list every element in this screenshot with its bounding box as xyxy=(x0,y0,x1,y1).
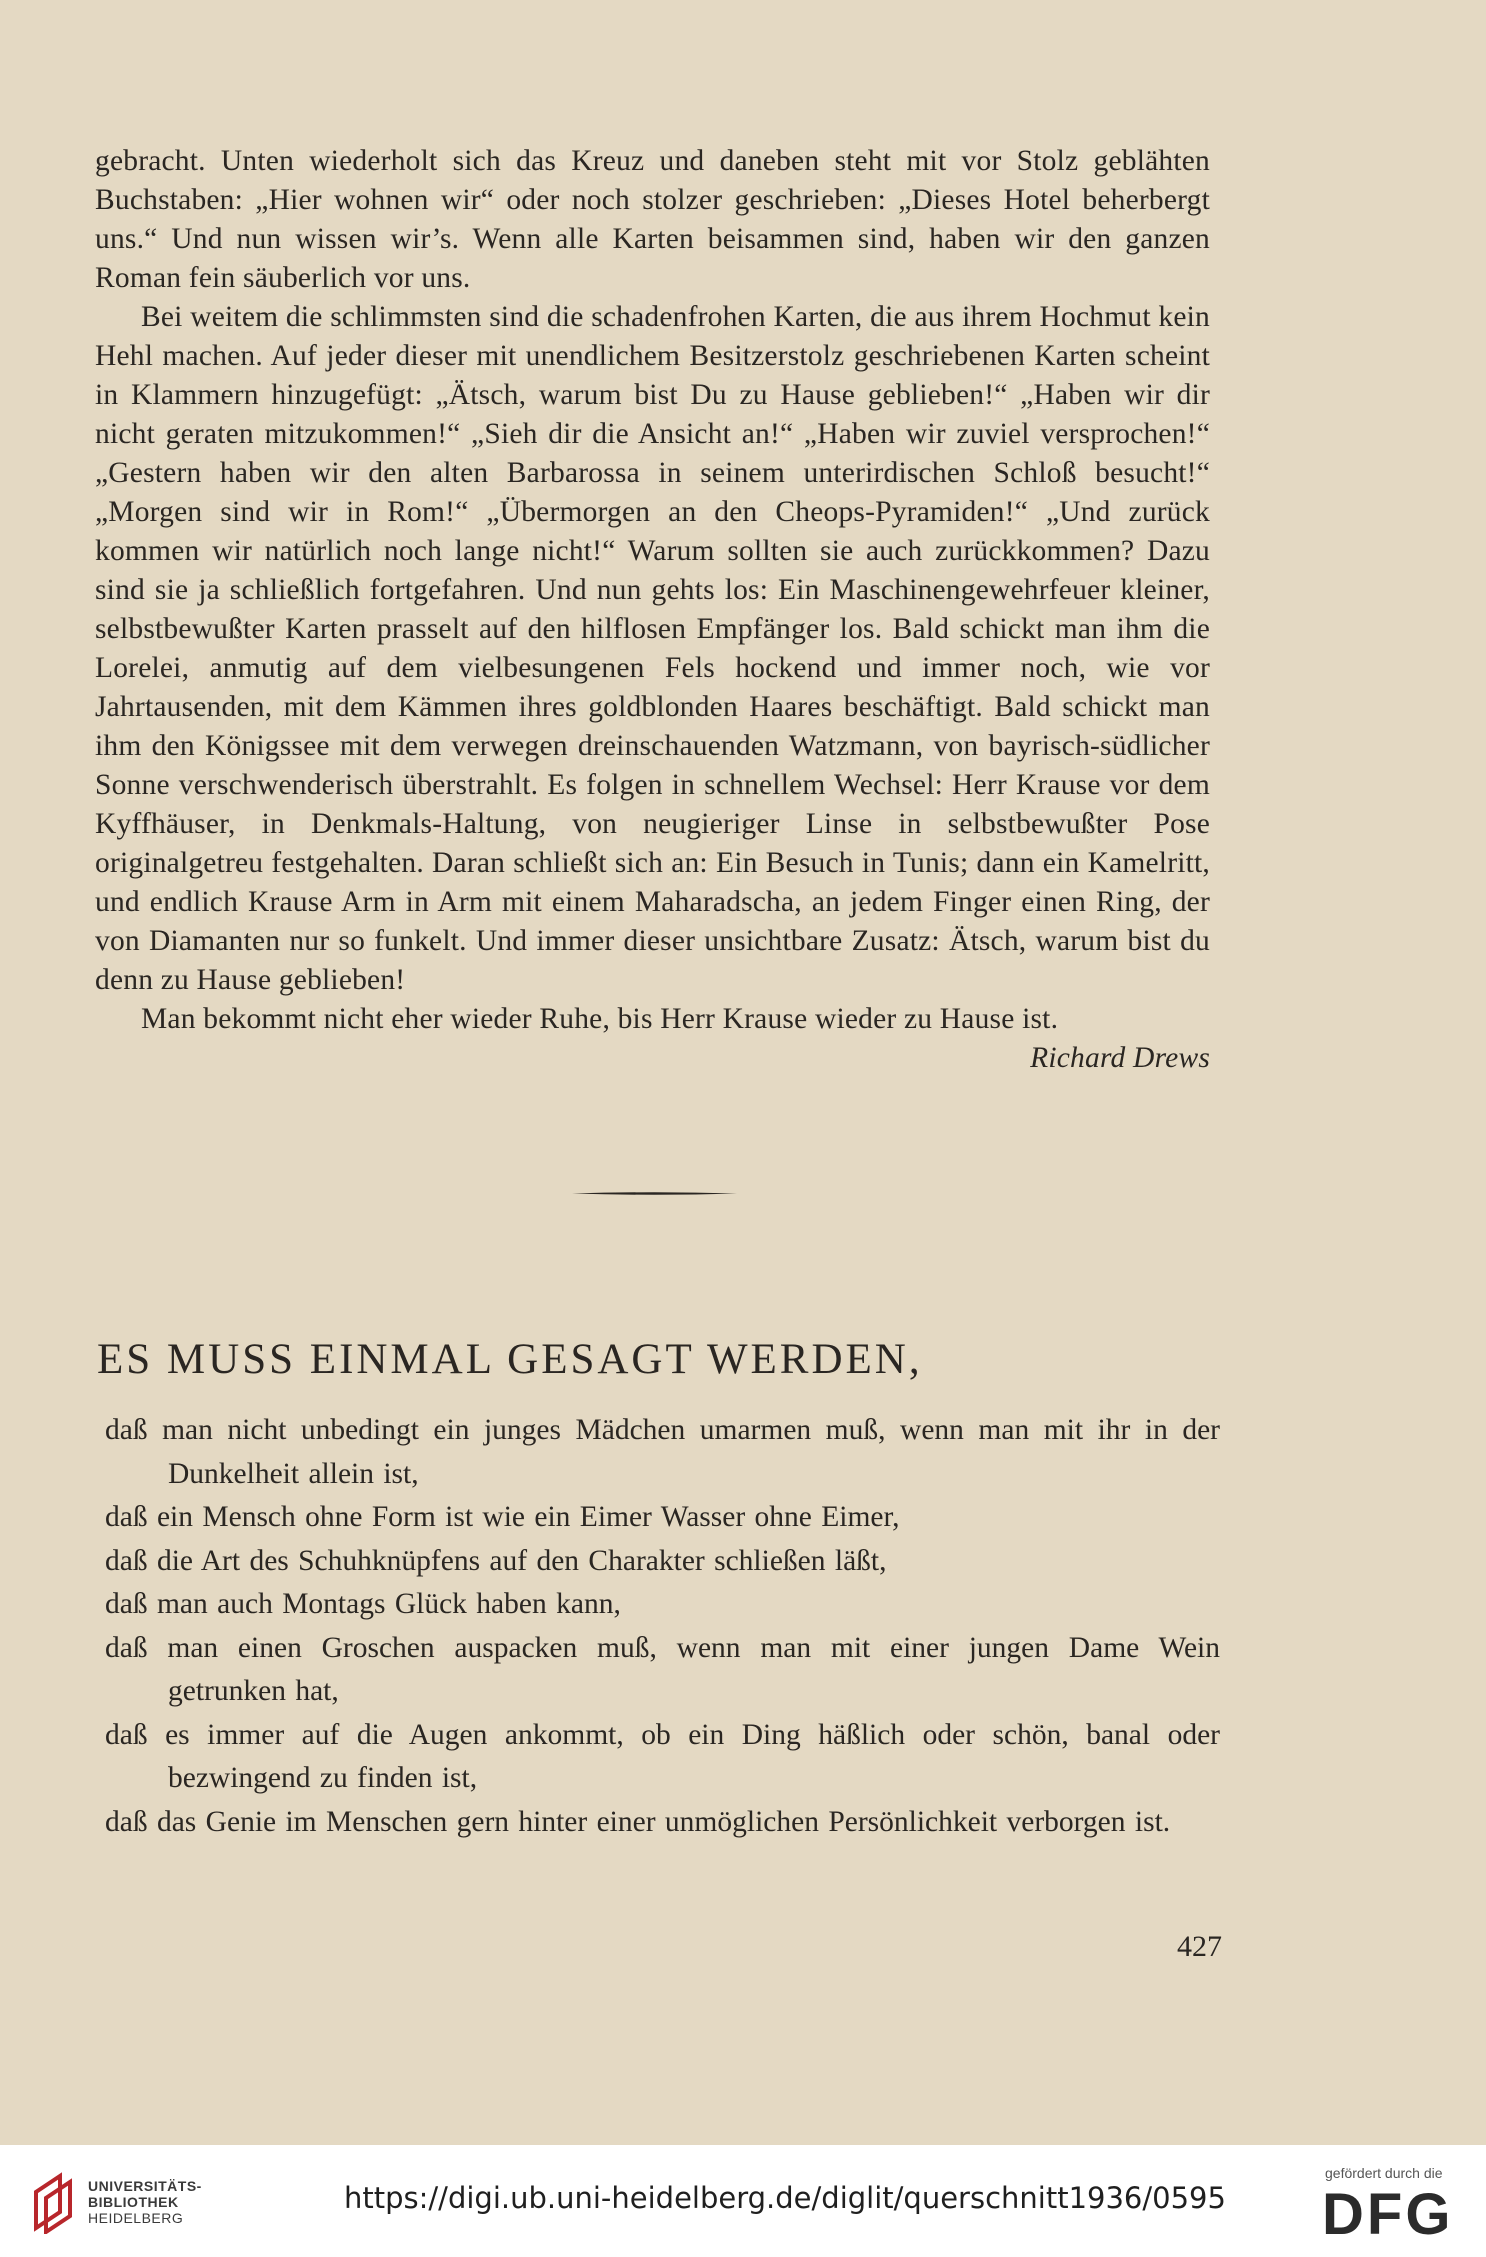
section-heading: ES MUSS EINMAL GESAGT WERDEN, xyxy=(97,1336,923,1383)
article-paragraph: Bei weitem die schlimmsten sind die schadenfrohen Karten, die aus ihrem Hochmut kein Hehl machen. Auf jeder dieser mit unendlichem Besitzerstolz geschriebenen Karten scheint in Klammern hinzugefügt: „Ätsch, warum bist Du zu Hause geblieben!“ „Haben wir dir nicht geraten mitzukommen!“ „Sieh dir die Ansicht an!“ „Haben wir zuviel versprochen!“ „Gestern haben wir den alten Barbarossa in seinem unterirdischen Schloß besucht!“ „Morgen sind wir in Rom!“ „Übermorgen an den Cheops-Pyramiden!“ „Und zurück kommen wir natürlich noch lange nicht!“ Warum sollten sie auch zurückkommen? Dazu sind sie ja schließlich fortgefahren. Und nun gehts los: Ein Maschinengewehrfeuer kleiner, selbstbewußter Karten prasselt auf den hilflosen Empfänger los. Bald schickt man ihm die Lorelei, anmutig auf dem vielbesungenen Fels hockend und immer noch, wie vor Jahrtausenden, mit dem Kämmen ihres goldblonden Haares beschäftigt. Bald schickt man ihm den Königssee mit dem verwegen dreinschauenden Watzmann, von bayrisch-südlicher Sonne verschwenderisch überstrahlt. Es folgen in schnellem Wechsel: Herr Krause vor dem Kyffhäuser, in Denkmals-Haltung, von neugieriger Linse in selbstbewußter Pose originalgetreu festgehalten. Daran schließt sich an: Ein Besuch in Tunis; dann ein Kamelritt, und endlich Krause Arm in Arm mit einem Maharadscha, an jedem Finger einen Ring, der von Diamanten nur so funkelt. Und immer dieser unsichtbare Zusatz: Ätsch, warum bist du denn zu Hause geblieben! xyxy=(95,301,1210,996)
list-item: daß ein Mensch ohne Form ist wie ein Eimer Wasser ohne Eimer, xyxy=(105,1501,900,1533)
article-body xyxy=(95,142,1210,1078)
dfg-logo: DFG xyxy=(1322,2182,1454,2247)
viewer-footer xyxy=(0,2145,1486,2257)
list-item: daß die Art des Schuhknüpfens auf den Charakter schließen läßt, xyxy=(105,1544,887,1577)
page-number: 427 xyxy=(1177,1930,1222,1963)
article-paragraph: gebracht. Unten wiederholt sich das Kreuz und daneben steht mit vor Stolz geblähten Buchstaben: „Hier wohnen wir“ oder noch stolzer geschrieben: „Dieses Hotel beherbergt uns.“ Und nun wissen wir’s. Wenn alle Karten beisammen sind, haben wir den ganzen Roman fein säuberlich vor uns. xyxy=(95,145,1210,294)
permalink-url[interactable]: https://digi.ub.uni-heidelberg.de/diglit/querschnitt1936/0595 xyxy=(344,2181,1226,2215)
library-line: HEIDELBERG xyxy=(88,2210,184,2226)
library-line: UNIVERSITÄTS- xyxy=(88,2178,202,2194)
list-item: daß es immer auf die Augen ankommt, ob ein Ding häßlich oder schön, banal oder bezwingend zu finden ist, xyxy=(105,1718,1220,1794)
list-item: daß das Genie im Menschen gern hinter einer unmöglichen Persönlichkeit verborgen ist. xyxy=(105,1805,1171,1838)
statement-list xyxy=(105,1409,1220,1844)
article-author: Richard Drews xyxy=(1030,1042,1210,1074)
list-item: daß man auch Montags Glück haben kann, xyxy=(105,1588,621,1620)
list-item: daß man einen Groschen auspacken muß, wenn man mit einer jungen Dame Wein getrunken hat, xyxy=(105,1631,1220,1707)
university-library-logo-icon xyxy=(30,2170,78,2234)
article-paragraph: Man bekommt nicht eher wieder Ruhe, bis Herr Krause wieder zu Hause ist. xyxy=(141,1003,1059,1035)
separator-ornament xyxy=(572,1191,737,1196)
funder-label: gefördert durch die xyxy=(1325,2165,1443,2181)
university-library-name xyxy=(88,2178,202,2226)
list-item: daß man nicht unbedingt ein junges Mädchen umarmen muß, wenn man mit ihr in der Dunkelheit allein ist, xyxy=(105,1414,1220,1490)
library-line: BIBLIOTHEK xyxy=(88,2194,179,2210)
